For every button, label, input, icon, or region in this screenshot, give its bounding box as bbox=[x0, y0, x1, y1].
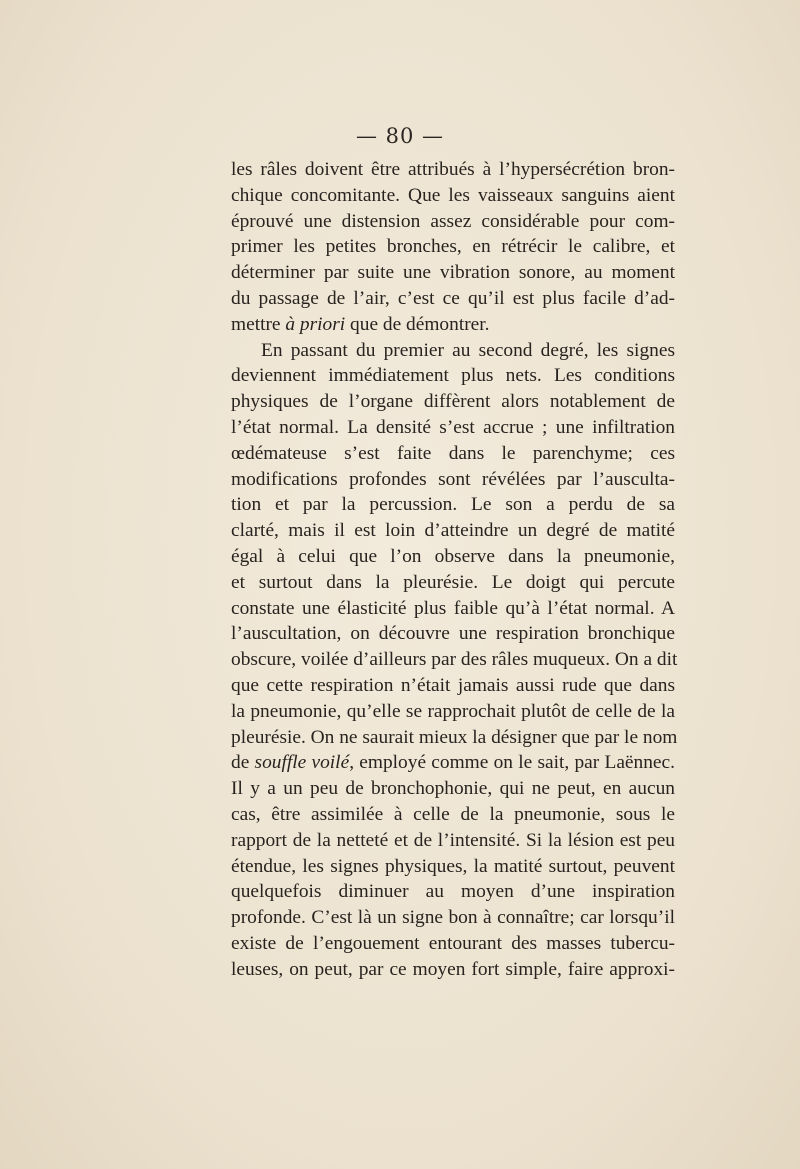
paragraph-start-line: En passant du premier au second degré, les signes bbox=[261, 339, 675, 361]
text-line: physiques de l’organe diffèrent alors notablement de bbox=[231, 391, 675, 413]
text-line: l’auscultation, on découvre une respiration bronchique bbox=[231, 623, 675, 645]
text-fragment: mettre bbox=[231, 313, 286, 335]
text-fragment: , employé comme on le sait, par Laënnec. bbox=[349, 752, 675, 774]
text-line: deviennent immédiatement plus nets. Les conditions bbox=[231, 365, 675, 387]
text-line: obscure, voilée d’ailleurs par des râles muqueux. On a dit bbox=[231, 649, 678, 671]
italic-text: à priori bbox=[285, 313, 346, 335]
text-line bbox=[231, 312, 675, 338]
text-line: constate une élasticité plus faible qu’à l’état normal. A bbox=[231, 597, 675, 619]
text-line: la pneumonie, qu’elle se rapprochait plutôt de celle de la bbox=[231, 700, 675, 722]
text-line: déterminer par suite une vibration sonore, au moment bbox=[231, 262, 675, 284]
text-line: égal à celui que l’on observe dans la pneumonie, bbox=[231, 545, 675, 567]
text-line: clarté, mais il est loin d’atteindre un degré de matité bbox=[231, 520, 675, 542]
text-fragment: que de démontrer. bbox=[345, 313, 490, 335]
text-line: quelquefois diminuer au moyen d’une inspiration bbox=[231, 881, 675, 903]
body-text bbox=[231, 157, 678, 983]
text-line: œdémateuse s’est faite dans le parenchyme; ces bbox=[231, 442, 675, 464]
text-line: rapport de la netteté et de l’intensité. Si la lésion est peu bbox=[231, 829, 675, 851]
text-line: existe de l’engouement entourant des masses tubercu- bbox=[231, 932, 675, 954]
page-number: — 80 — bbox=[355, 124, 445, 148]
text-line: Il y a un peu de bronchophonie, qui ne peut, en aucun bbox=[231, 778, 675, 800]
text-line: l’état normal. La densité s’est accrue ; une infiltration bbox=[231, 416, 675, 438]
text-fragment: de bbox=[231, 752, 255, 774]
text-line: profonde. C’est là un signe bon à connaître; car lorsqu’il bbox=[231, 907, 675, 929]
text-line: primer les petites bronches, en rétrécir le calibre, et bbox=[231, 236, 675, 258]
text-line: pleurésie. On ne saurait mieux la désigner que par le nom bbox=[231, 726, 678, 748]
text-line: étendue, les signes physiques, la matité surtout, peuvent bbox=[231, 855, 675, 877]
text-line: tion et par la percussion. Le son a perdu de sa bbox=[231, 494, 675, 516]
text-line: que cette respiration n’était jamais aussi rude que dans bbox=[231, 674, 675, 696]
text-line: et surtout dans la pleurésie. Le doigt qui percute bbox=[231, 571, 675, 593]
text-line: les râles doivent être attribués à l’hypersécrétion bron- bbox=[231, 159, 675, 180]
text-line: cas, être assimilée à celle de la pneumonie, sous le bbox=[231, 803, 675, 825]
text-line: éprouvé une distension assez considérable pour com- bbox=[231, 210, 675, 232]
text-line: leuses, on peut, par ce moyen fort simple, faire approxi- bbox=[231, 958, 675, 980]
text-line: modifications profondes sont révélées par l’ausculta- bbox=[231, 468, 675, 490]
text-line: chique concomitante. Que les vaisseaux sanguins aient bbox=[231, 184, 675, 206]
italic-text: souffle voilé bbox=[254, 752, 350, 774]
text-line bbox=[231, 750, 675, 776]
text-line: du passage de l’air, c’est ce qu’il est plus facile d’ad- bbox=[231, 287, 675, 309]
